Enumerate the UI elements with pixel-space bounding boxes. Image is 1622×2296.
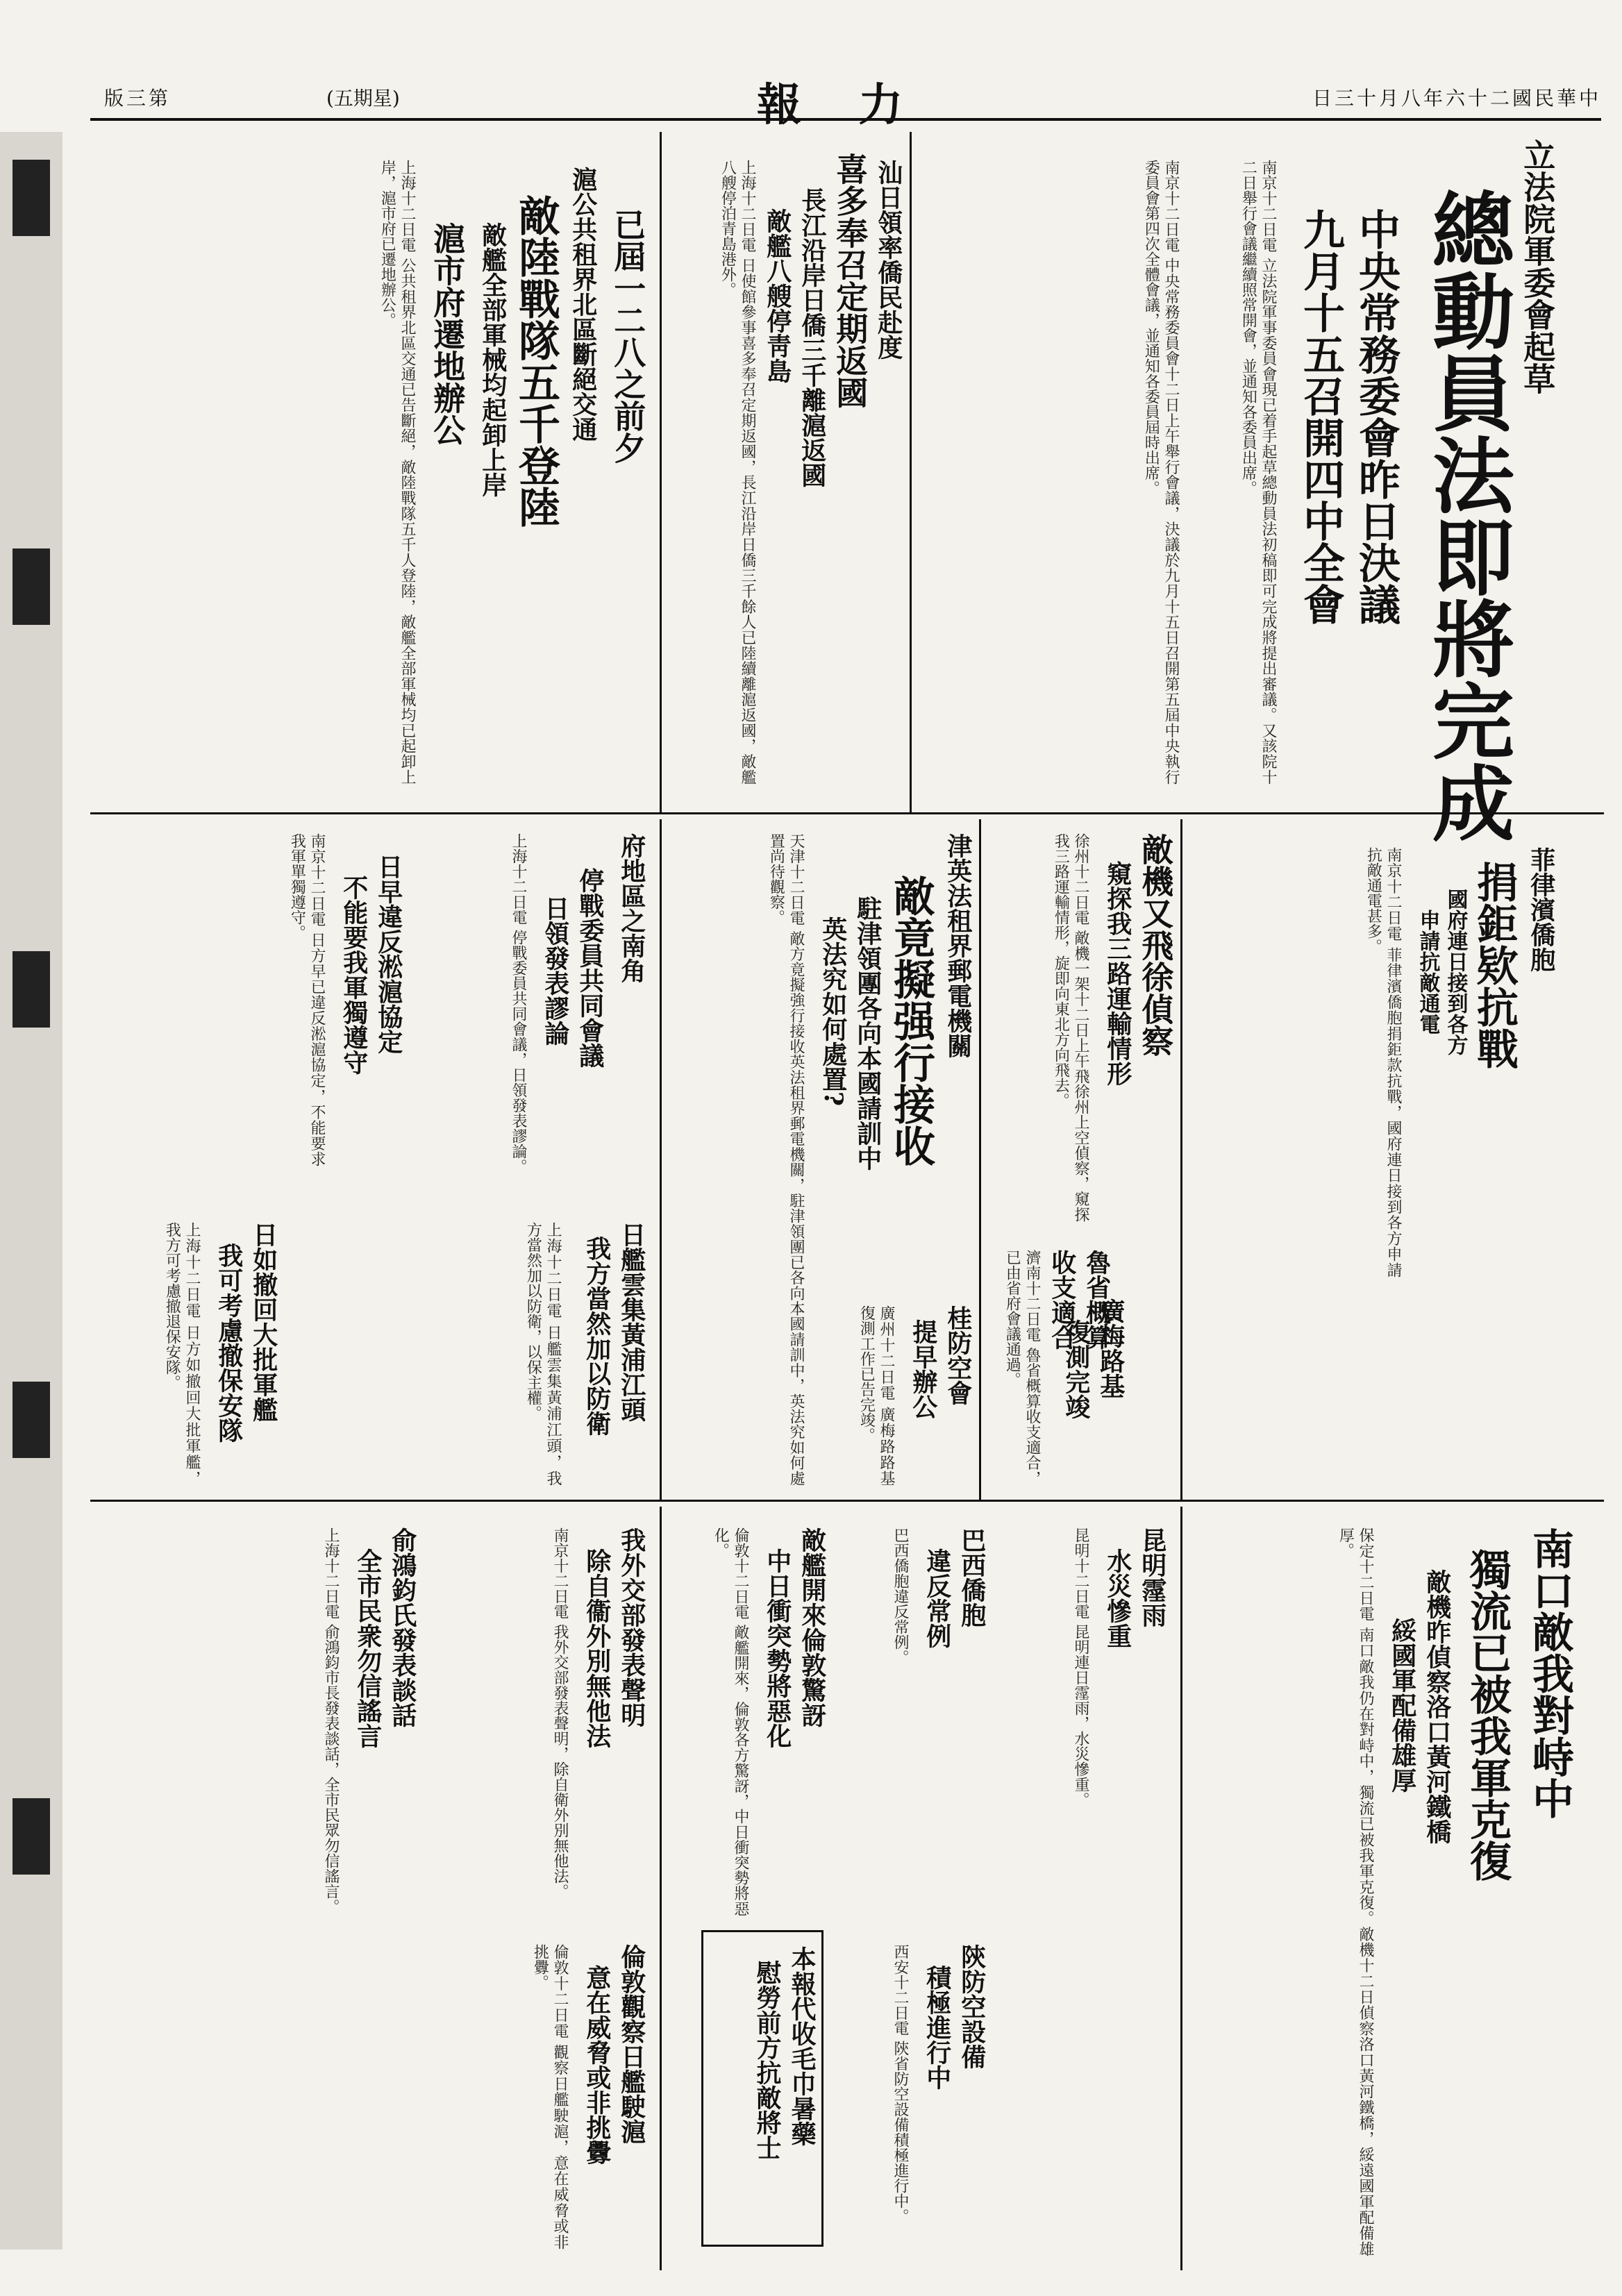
article-12-headline-b: 我方當然加以防衛 xyxy=(582,1236,612,1436)
article-12-body: 上海十二日電 日艦雲集黃浦江頭，我方當然加以防衛，以保主權。 xyxy=(524,1222,562,1486)
column-rule xyxy=(660,1507,662,2270)
article-16-body: 上海十二日電 日方如撤回大批軍艦，我方可考慮撤退保安隊。 xyxy=(163,1222,201,1486)
article-6-headline-b: 窺探我三路運輸情形 xyxy=(1103,861,1132,1086)
column-rule xyxy=(90,1500,1604,1502)
article-18-headline-a: 昆明霪雨 xyxy=(1137,1527,1167,1627)
article-17-headline-a: 南口敵我對峙中 xyxy=(1525,1527,1574,1819)
article-4-headline-c: 敵艦全部軍械均起卸上岸 xyxy=(478,222,508,497)
article-7-headline-b: 敵竟擬强行接收 xyxy=(887,875,935,1166)
left-margin-strip xyxy=(0,132,62,2249)
notice-headline-a: 本報代收毛巾暑藥 xyxy=(787,1946,817,2146)
article-6-body: 徐州十二日電 敵機一架十二日上午飛徐州上空偵察，窺探我三路運輸情形，旋即向東北方向飛去。 xyxy=(1052,833,1089,1222)
article-19-headline-a: 巴西僑胞 xyxy=(957,1527,987,1627)
article-24-headline-b: 除自衞外別無他法 xyxy=(582,1548,612,1748)
article-1-headline-a: 立法院軍委會起草 xyxy=(1519,139,1557,394)
article-3-headline-c: 長江沿岸日僑三千離滬返國 xyxy=(797,187,827,487)
article-23-body: 倫敦十二日電 觀察日艦駛滬，意在威脅或非挑釁。 xyxy=(531,1944,569,2249)
article-11-headline-b: 提早辦公 xyxy=(908,1319,938,1419)
article-12-headline-a: 日艦雲集黃浦江頭 xyxy=(617,1222,646,1422)
article-17-headline-c: 敵機昨偵察洛口黃河鐵橋 xyxy=(1422,1569,1452,1844)
article-4-headline-d: 滬市府遷地辦公 xyxy=(428,222,467,446)
article-6-headline-a: 敵機又飛徐偵察 xyxy=(1137,833,1175,1057)
masthead-edition: 版三第 xyxy=(104,87,172,110)
article-3-headline-b: 喜多奉召定期返國 xyxy=(831,153,869,408)
article-22-headline-b: 中日衝突勢將惡化 xyxy=(762,1548,792,1748)
article-10-body: 廣州十二日電 廣梅路路基復測工作已告完竣。 xyxy=(858,1305,895,1486)
column-rule xyxy=(1180,1507,1182,2270)
article-16-headline-a: 日如撤回大批軍艦 xyxy=(249,1222,278,1422)
article-8-headline-b: 收支適合 xyxy=(1047,1250,1077,1350)
article-25-body: 上海十二日電 俞鴻鈞市長發表談話，全市民眾勿信謠言。 xyxy=(322,1527,340,1914)
article-18-body: 昆明十二日電 昆明連日霪雨，水災慘重。 xyxy=(1072,1527,1089,1807)
article-13-headline-a: 日早違反淞滬協定 xyxy=(374,854,403,1054)
article-10-headline-b: 復測完竣 xyxy=(1061,1319,1091,1419)
article-8-body: 濟南十二日電 魯省概算收支適合，已由省府會議通過。 xyxy=(1003,1250,1041,1486)
article-2-headline-b: 九月十五召開四中全會 xyxy=(1296,208,1345,625)
column-rule xyxy=(660,132,662,812)
article-8-headline-a: 魯省概算 xyxy=(1082,1250,1112,1350)
masthead-date: 日三十月八年六十二國民華中 xyxy=(1312,87,1601,110)
masthead-brand: 報 力 xyxy=(757,79,924,131)
article-9-headline-c: 國府連日接到各方 xyxy=(1443,889,1468,1055)
article-18-headline-b: 水災慘重 xyxy=(1103,1548,1132,1648)
article-25-headline-a: 俞鴻鈞氏發表談話 xyxy=(387,1527,417,1727)
column-rule xyxy=(660,819,662,1500)
article-20-headline-a: 陝防空設備 xyxy=(957,1944,987,2069)
article-4-headline-a: 滬公共租界北區斷絕交通 xyxy=(568,167,598,442)
article-25-headline-b: 全市民衆勿信謠言 xyxy=(353,1548,383,1748)
article-1-body: 南京十二日電 立法院軍事委員會現已着手起草總動員法初稿即可完成將提出審議。又該院十二日舉行會議繼續照常開會，並通知各委員出席。 xyxy=(1239,160,1277,785)
article-7-headline-a: 津英法租界郵電機關 xyxy=(943,833,973,1058)
article-20-body: 西安十二日電 陝省防空設備積極進行中。 xyxy=(892,1944,909,2224)
article-11-headline-a: 桂防空會 xyxy=(943,1305,973,1405)
article-22-headline-a: 敵艦開來倫敦驚訝 xyxy=(797,1527,827,1727)
article-9-body: 南京十二日電 菲律濱僑胞捐鉅款抗戰，國府連日接到各方申請抗敵通電甚多。 xyxy=(1364,847,1402,1277)
article-23-headline-a: 倫敦觀察日艦駛滬 xyxy=(617,1944,646,2144)
article-7-headline-c: 駐津領團各向本國請訓中 xyxy=(853,896,883,1171)
article-4-body: 上海十二日電 公共租界北區交通已告斷絕，敵陸戰隊五千人登陸，敵艦全部軍械均已起卸上岸，滬市府已遷地辦公。 xyxy=(378,160,416,785)
column-rule xyxy=(1180,819,1182,1500)
article-23-headline-b: 意在威脅或非挑釁 xyxy=(582,1965,612,2165)
masthead-issue: (五期星) xyxy=(326,87,400,110)
article-7-body: 天津十二日電 敵方竟擬強行接收英法租界郵電機關，駐津領團已各向本國請訓中，英法究如何處置尚待觀察。 xyxy=(767,833,805,1486)
article-17-headline-b: 獨流已被我軍克復 xyxy=(1463,1548,1512,1882)
article-10-headline-a: 廣梅路基 xyxy=(1096,1298,1126,1398)
column-rule xyxy=(90,812,1604,814)
article-17-headline-d: 綏國軍配備雄厚 xyxy=(1387,1618,1417,1793)
article-19-body: 巴西僑胞違反常例。 xyxy=(892,1527,909,1665)
article-19-headline-b: 違反常例 xyxy=(922,1548,952,1648)
article-5-headline: 已屆一二八之前夕 xyxy=(609,208,647,464)
article-14-headline-b: 日領發表謬論 xyxy=(540,896,570,1046)
article-13-headline-b: 不能要我軍獨遵守 xyxy=(339,875,369,1075)
article-9-headline-a: 菲律濱僑胞 xyxy=(1526,847,1556,972)
notice-box xyxy=(701,1930,823,2247)
article-17-body: 保定十二日電 南口敵我仍在對峙中，獨流已被我軍克復。敵機十二日偵察洛口黃河鐵橋，綏遠國軍配備雄厚。 xyxy=(1337,1527,1374,2256)
column-rule xyxy=(910,132,912,812)
article-2-headline-a: 中央常務委會昨日決議 xyxy=(1352,208,1401,625)
article-14-headline-a: 停戰委員共同會議 xyxy=(575,868,605,1068)
article-9-headline-b: 捐鉅欵抗戰 xyxy=(1470,861,1519,1069)
article-13-body: 南京十二日電 日方早已違反淞滬協定，不能要求我軍單獨遵守。 xyxy=(288,833,326,1166)
article-3-headline-d: 敵艦八艘停靑島 xyxy=(762,208,792,383)
column-rule xyxy=(979,819,981,1500)
article-14-body: 上海十二日電 停戰委員共同會議，日領發表謬論。 xyxy=(510,833,527,1174)
article-9-headline-d: 申請抗敵通電 xyxy=(1415,910,1440,1034)
article-16-headline-b: 我可考慮撤保安隊 xyxy=(214,1243,244,1443)
article-2-body: 南京十二日電 中央常務委員會十二日上午舉行會議，決議於九月十五日召開第五屆中央執行委員會第四次全體會議，並通知各委員屆時出席。 xyxy=(1142,160,1180,785)
article-7-headline-d: 英法究如何處置? xyxy=(818,916,848,1107)
article-3-body: 上海十二日電 日使館參事喜多奉召定期返國，長江沿岸日僑三千餘人已陸續離滬返國，敵艦八艘停泊青島港外。 xyxy=(719,160,756,785)
article-15-headline: 府地區之南角 xyxy=(617,833,646,983)
article-1-headline-b: 總動員法即將完成 xyxy=(1418,187,1515,843)
article-24-headline-a: 我外交部發表聲明 xyxy=(617,1527,646,1727)
notice-headline-b: 慰勞前方抗敵將士 xyxy=(753,1960,782,2160)
article-4-headline-b: 敵陸戰隊五千登陸 xyxy=(512,194,560,528)
article-24-body: 南京十二日電 我外交部發表聲明，除自衛外別無他法。 xyxy=(551,1527,569,1899)
article-20-headline-b: 積極進行中 xyxy=(922,1965,952,2090)
article-3-headline-a: 汕日領率僑民赴度 xyxy=(873,160,903,360)
masthead xyxy=(90,69,1601,131)
article-22-body: 倫敦十二日電 敵艦開來，倫敦各方驚訝，中日衝突勢將惡化。 xyxy=(712,1527,749,1916)
